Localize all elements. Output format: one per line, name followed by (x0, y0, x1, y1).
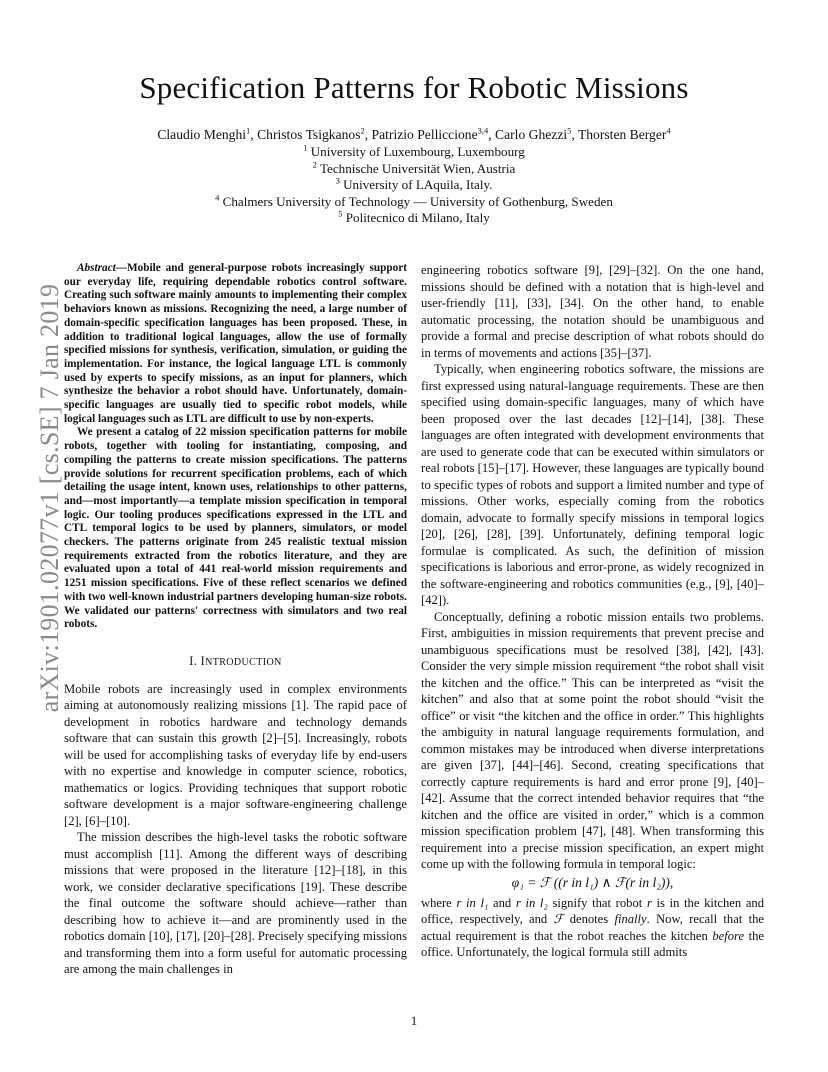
author: Carlo Ghezzi (495, 127, 568, 142)
author: Thorsten Berger (577, 127, 667, 142)
body-paragraph: The mission describes the high-level tasks the robotic software must accomplish [11]. Among the different ways of describing missions that were proposed in the literature [12]–[18], in this work, we consider declarative specifications [19]. These describe the final outcome the software should achieve—rather than describing how to achieve it—and are prominently used in the robotics domain [10], [17], [20]–[28]. Precisely specifying missions and transforming them into a form useful for automatic processing are among the main challenges in (64, 830, 407, 977)
body-paragraph: where r in l₁ and r in l₂ signify that robot r is in the kitchen and office, respectively, and ℱ denotes finally. Now, recall that the actual requirement is that the robot reaches the kitchen before the office. Unfortunately, the logical formula still admits (421, 895, 765, 959)
body-paragraph: Conceptually, defining a robotic mission entails two problems. First, ambiguities in mission requirements that prevent precise and unambiguous specifications must be resolved [38], [42], [43]. Consider the very simple mission requirement “the robot shall visit the kitchen and the office.” This can be interpreted as “visit the kitchen” and also that at some point the robot should “visit the office” or visit “the kitchen and the office in order.” This highlights the ambiguity in natural language requirements formulation, and common mistakes may be introduced when diverse interpretations are given [37], [44]–[46]. Second, creating specifications that correctly capture requirements is hard and error prone [9], [40]–[42]. Assume that the correct intended behavior requires that “the kitchen and the office are visited in order,” which is a common mission specification problem [47], [48]. When transforming this requirement into a precise mission specification, an expert might come up with the following formula in temporal logic: (421, 609, 764, 871)
abstract (64, 262, 407, 632)
page-number: 1 (410, 1014, 418, 1028)
affiliation: $^3$ University of LAquila, Italy. (335, 175, 493, 193)
body-text (64, 681, 407, 978)
author: Christos Tsigkanos (257, 127, 361, 142)
left-column (64, 262, 407, 978)
paper-title: Specification Patterns for Robotic Missions (139, 70, 689, 105)
author: Claudio Menghi (157, 127, 247, 142)
section-heading: I. INTRODUCTION (189, 653, 282, 668)
affiliation-list (0, 144, 828, 227)
affiliation: $^2$ Technische Universität Wien, Austria (312, 159, 516, 176)
abstract-paragraph: We present a catalog of 22 mission specification patterns for mobile robots, together with tooling for instantiating, composing, and compiling the patterns to create mission specifications. The patterns provide solutions for recurrent specification problems, each of which detailing the usage intent, known uses, relationships to other patterns, and—most importantly—a template mission specification in temporal logic. Our tooling produces specifications expressed in the LTL and CTL temporal logics to be used by planners, simulators, or model checkers. The patterns originate from 245 realistic textual mission requirements extracted from the robotics literature, and they are evaluated upon a total of 441 real-world mission requirements and 1251 mission specifications. Five of these reflect scenarios we defined with two well-known industrial partners developing human-size robots. We validated our patterns' correctness with simulators and two real robots. (64, 426, 407, 631)
abstract-label: Abstract (77, 262, 116, 274)
arxiv-identifier (35, 283, 64, 712)
affiliation: $^1$ University of Luxembourg, Luxembourg (303, 142, 525, 159)
body-paragraph: Mobile robots are increasingly used in complex environments aiming at autonomously realizing missions [1]. The rapid pace of development in robotics hardware and technology demands software that can sustain this growth [2]–[5]. Increasingly, robots will be used for accomplishing tasks of everyday life by end-users with no expertise and knowledge in computer science, robotics, mathematics or logics. Providing techniques that support robotic software development is a major software-engineering challenge [2], [6]–[10]. (64, 681, 407, 828)
author: Patrizio Pelliccione (371, 127, 478, 142)
arxiv-identifier-text: arXiv:1901.02077v1 [cs.SE] 7 Jan 2019 (35, 283, 64, 712)
affiliation: $^5$ Politecnico di Milano, Italy (338, 209, 490, 226)
body-paragraph: Typically, when engineering robotics software, the missions are first expressed using natural-language requirements. These are then specified using domain-specific languages, many of which have been proposed over the last decades [12]–[14], [38]. These languages are often integrated with development environments that are used to generate code that can be executed within simulators or real robots [15]–[17]. However, these languages are typically bound to specific types of robots and support a limited number and type of missions. Other works, especially coming from the robotics domain, advocate to formally specify missions in temporal logics [20], [26], [28], [39]. Unfortunately, defining temporal logic formulae is complicated. As such, the definition of mission specifications is laborious and error-prone, as widely recognized in the software-engineering and robotics communities (e.g., [9], [40]–[42]). (421, 362, 764, 607)
author-list: Claudio Menghi$^1$, Christos Tsigkanos$^2$, Patrizio Pelliccione$^{3,4}$, Carlo Ghezzi$^5$, Thorsten Berger$^4$ (157, 125, 671, 142)
body-paragraph: engineering robotics software [9], [29]–[32]. On the one hand, missions should be defined with a notation that is high-level and user-friendly [11], [33], [34]. On the other hand, to enable automatic processing, the notation should be unambiguous and provide a formal and precise description of what robots should do in terms of movements and actions [35]–[37]. (421, 263, 764, 360)
right-column (421, 262, 764, 961)
abstract-paragraph: Abstract—Mobile and general-purpose robots increasingly support our everyday life, requiring dependable robotics control software. Creating such software mainly amounts to implementing their complex behaviors known as missions. Recognizing the need, a large number of domain-specific specification languages has been proposed. These, in addition to traditional logical languages, allow the use of formally specified missions for synthesis, verification, simulation, or guiding the implementation. For instance, the logical language LTL is commonly used by experts to specify missions, as an input for planners, which synthesize the behavior a robot should have. Unfortunately, domain-specific languages are usually tied to specific robot models, while logical languages such as LTL are difficult to use by non-experts. (64, 262, 407, 425)
equation: φ₁ = ℱ ((r in l₁) ∧ ℱ(r in l₂)), (511, 874, 674, 890)
affiliation: $^4$ Chalmers University of Technology — University of Gothenburg, Sweden (215, 192, 613, 209)
